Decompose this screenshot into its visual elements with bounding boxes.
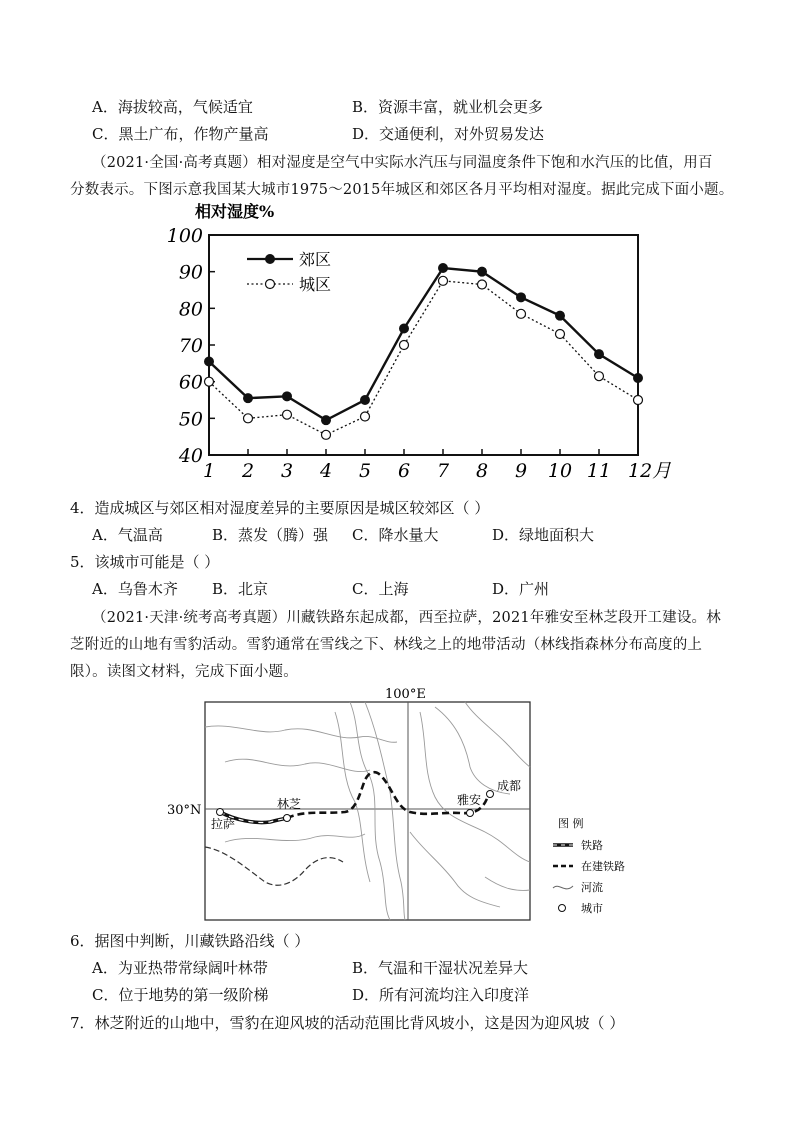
legend-marker-suburb (265, 254, 275, 264)
data-point-urban (400, 341, 409, 350)
y-tick-label: 100 (166, 225, 203, 247)
x-tick-label: 4 (319, 460, 333, 482)
city-lhasa-marker (217, 809, 224, 816)
data-point-suburb (633, 373, 643, 383)
data-point-suburb (516, 292, 526, 302)
series-line-suburb (209, 268, 638, 420)
y-tick-label: 80 (178, 298, 203, 321)
data-point-urban (478, 280, 487, 289)
y-tick-label: 50 (178, 408, 203, 431)
q4-option-b: B．蒸发（腾）强 (212, 526, 329, 544)
x-tick-label: 5 (358, 460, 372, 482)
q4-option-a: A．气温高 (92, 526, 163, 544)
data-point-suburb (477, 267, 487, 277)
passage1-line1: （2021·全国·高考真题）相对湿度是空气中实际水汽压与同温度条件下饱和水汽压的比值，用百 (92, 155, 713, 171)
q7-stem: 7．林芝附近的山地中，雪豹在迎风坡的活动范围比背风坡小，这是因为迎风坡（ ） (70, 1014, 625, 1032)
x-tick-label: 7 (436, 460, 450, 482)
data-point-urban (595, 372, 604, 381)
data-point-suburb (321, 415, 331, 425)
passage2-line1: （2021·天津·统考高考真题）川藏铁路东起成都，西至拉萨，2021年雅安至林芝段开工建设。林 (92, 610, 721, 626)
y-tick-label: 40 (178, 445, 203, 467)
map-frame (205, 702, 530, 920)
map-legend (553, 816, 625, 915)
border-line (205, 847, 343, 885)
q5-option-d: D．广州 (492, 580, 550, 598)
legend-label-urban: 城区 (299, 275, 332, 294)
data-point-urban (205, 377, 214, 386)
q6-option-d: D．所有河流均注入印度洋 (352, 986, 530, 1004)
q5-stem: 5．该城市可能是（ ） (70, 553, 220, 571)
legend-railway-label: 铁路 (581, 839, 603, 852)
data-point-urban (361, 412, 370, 421)
city-lhasa-label: 拉萨 (211, 817, 236, 831)
x-tick-label: 12月 (628, 460, 672, 482)
city-nyingchi-marker (284, 815, 291, 822)
data-point-suburb (204, 357, 214, 367)
q6-option-a: A．为亚热带常绿阔叶林带 (92, 959, 268, 977)
data-point-urban (244, 414, 253, 423)
city-chengdu-marker (487, 791, 494, 798)
prev-option-b: B．资源丰富，就业机会更多 (352, 98, 544, 116)
x-tick-label: 8 (475, 460, 489, 482)
city-yaan-label: 雅安 (457, 793, 482, 807)
x-tick-label: 1 (202, 460, 216, 482)
q4-option-c: C．降水量大 (352, 526, 439, 544)
x-tick-label: 6 (397, 460, 411, 482)
sichuan-tibet-railway-map (165, 682, 645, 922)
q5-option-b: B．北京 (212, 580, 269, 598)
q5-option-a: A．乌鲁木齐 (92, 580, 178, 598)
legend-city-symbol (559, 905, 566, 912)
river-network (205, 702, 530, 920)
city-yaan-marker (467, 810, 474, 817)
legend-label-suburb: 郊区 (299, 250, 332, 269)
q6-option-c: C．位于地势的第一级阶梯 (92, 986, 269, 1004)
y-tick-label: 90 (178, 261, 203, 284)
q4-stem: 4．造成城区与郊区相对湿度差异的主要原因是城区较郊区（ ） (70, 499, 490, 517)
chart-title: 相对湿度% (195, 202, 275, 221)
prev-option-d: D．交通便利，对外贸易发达 (352, 125, 545, 143)
prev-option-c: C．黑土广布，作物产量高 (92, 125, 269, 143)
legend-city-label: 城市 (581, 902, 603, 915)
data-point-suburb (555, 311, 565, 321)
humidity-line-chart (155, 195, 675, 495)
data-point-urban (517, 309, 526, 318)
city-nyingchi-label: 林芝 (277, 797, 302, 811)
lon-label: 100°E (385, 687, 426, 702)
data-point-suburb (282, 391, 292, 401)
data-point-suburb (438, 263, 448, 273)
legend-marker-urban (266, 280, 275, 289)
plot-frame (209, 235, 638, 455)
y-tick-label: 70 (178, 335, 203, 357)
data-point-urban (283, 410, 292, 419)
data-point-urban (439, 276, 448, 285)
x-tick-label: 11 (586, 460, 612, 482)
series-line-urban (209, 281, 638, 435)
x-tick-label: 9 (514, 460, 528, 482)
q4-option-d: D．绿地面积大 (492, 526, 595, 544)
data-point-urban (322, 430, 331, 439)
data-point-urban (556, 330, 565, 339)
prev-option-a: A．海拔较高，气候适宜 (92, 98, 253, 116)
data-point-urban (634, 396, 643, 405)
passage2-line3: 限）。读图文材料，完成下面小题。 (70, 664, 298, 680)
x-tick-label: 2 (241, 460, 255, 482)
q5-option-c: C．上海 (352, 580, 409, 598)
lat-label: 30°N (167, 803, 202, 818)
data-point-suburb (594, 349, 604, 359)
data-point-suburb (399, 324, 409, 334)
q6-option-b: B．气温和干湿状况差异大 (352, 959, 529, 977)
legend-river-label: 河流 (581, 881, 603, 894)
passage2-line2: 芝附近的山地有雪豹活动。雪豹通常在雪线之下、林线之上的地带活动（林线指森林分布高度的上 (70, 637, 703, 653)
x-tick-label: 3 (280, 460, 294, 482)
data-point-suburb (243, 393, 253, 403)
data-point-suburb (360, 395, 370, 405)
q6-stem: 6．据图中判断，川藏铁路沿线（ ） (70, 932, 310, 950)
passage1-line2: 分数表示。下图示意我国某大城市1975～2015年城区和郊区各月平均相对湿度。据此完成下面小题。 (70, 182, 734, 198)
legend-river-symbol (553, 886, 573, 889)
legend-building-label: 在建铁路 (581, 860, 625, 873)
legend-title: 图 例 (558, 817, 584, 830)
y-tick-label: 60 (178, 371, 203, 394)
x-tick-label: 10 (547, 460, 573, 482)
city-chengdu-label: 成都 (497, 779, 522, 793)
